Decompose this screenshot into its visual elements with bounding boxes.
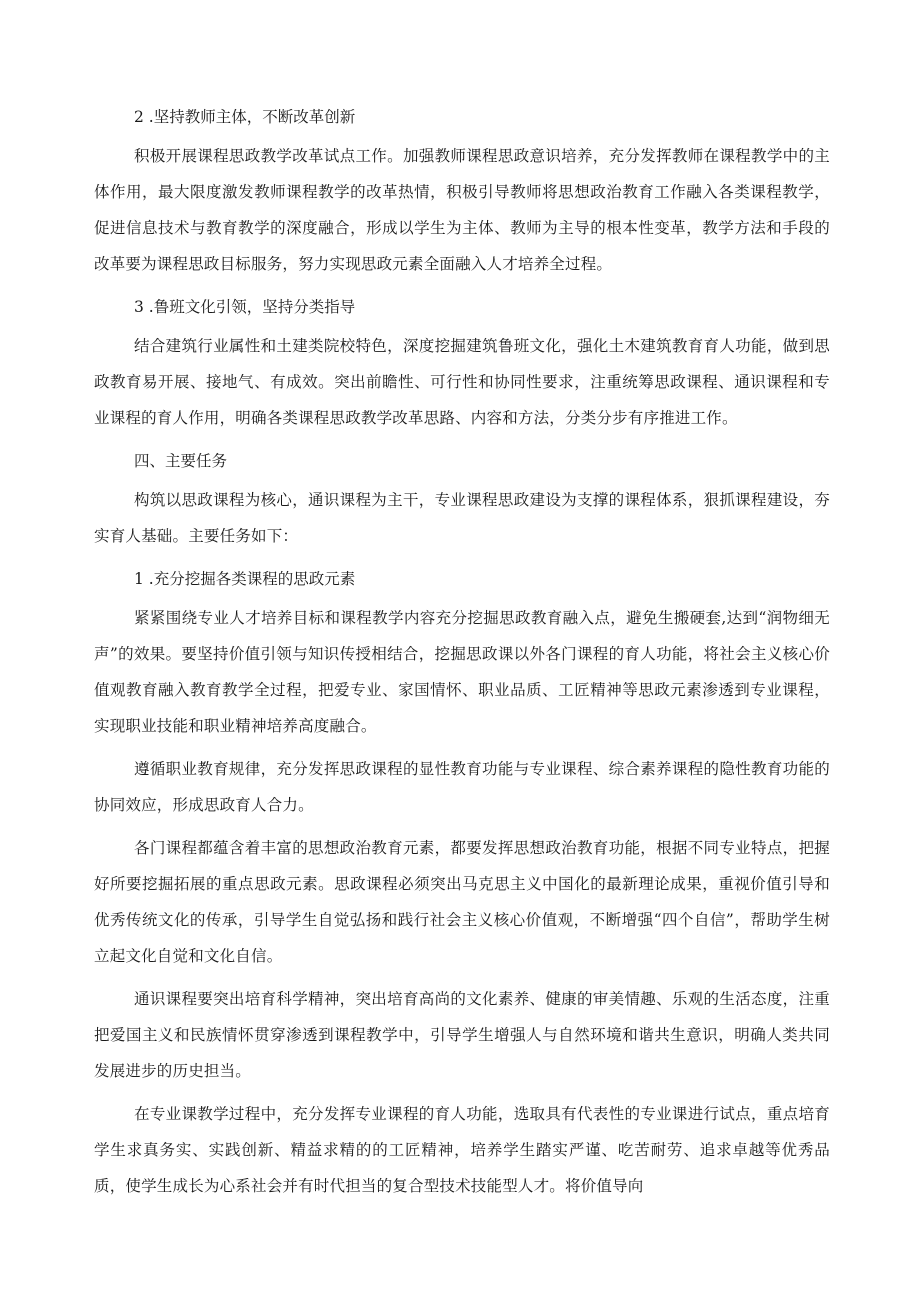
body-paragraph: 各门课程都蕴含着丰富的思想政治教育元素，都要发挥思想政治教育功能，根据不同专业特点，把握好所要挖掘拓展的重点思政元素。思政课程必须突出马克思主义中国化的最新理论成果，重视价值引导和优秀传统文化的传承，引导学生自觉弘扬和践行社会主义核心价值观，不断增强“四个自信”，帮助学生树立起文化自觉和文化自信。 [94, 839, 830, 965]
body-paragraph: 紧紧围绕专业人才培养目标和课程教学内容充分挖掘思政教育融入点，避免生搬硬套,达到“润物细无声”的效果。要坚持价值引领与知识传授相结合，挖掘思政课以外各门课程的育人功能，将社会主义核心价值观教育融入教育教学全过程，把爱专业、家国情怀、职业品质、工匠精神等思政元素渗透到专业课程，实现职业技能和职业精神培养高度融合。 [94, 609, 830, 735]
section-heading: 3 .鲁班文化引领，坚持分类指导 [134, 298, 356, 316]
body-paragraph: 构筑以思政课程为核心，通识课程为主干，专业课程思政建设为支撑的课程体系，狠抓课程建设，夯实育人基础。主要任务如下： [94, 491, 830, 545]
section-heading: 1 .充分挖掘各类课程的思政元素 [134, 570, 356, 588]
section-heading: 2 .坚持教师主体，不断改革创新 [134, 108, 356, 126]
body-paragraph: 结合建筑行业属性和土建类院校特色，深度挖掘建筑鲁班文化，强化土木建筑教育育人功能，做到思政教育易开展、接地气、有成效。突出前瞻性、可行性和协同性要求，注重统筹思政课程、通识课程和专业课程的育人作用，明确各类课程思政教学改革思路、内容和方法，分类分步有序推进工作。 [94, 337, 830, 427]
body-paragraph: 通识课程要突出培育科学精神，突出培育高尚的文化素养、健康的审美情趣、乐观的生活态度，注重把爱国主义和民族情怀贯穿渗透到课程教学中，引导学生增强人与自然环境和谐共生意识，明确人类共同发展进步的历史担当。 [94, 990, 830, 1080]
body-paragraph: 在专业课教学过程中，充分发挥专业课程的育人功能，选取具有代表性的专业课进行试点，重点培育学生求真务实、实践创新、精益求精的的工匠精神，培养学生踏实严谨、吃苦耐劳、追求卓越等优秀品质，使学生成长为心系社会并有时代担当的复合型技术技能型人才。将价值导向 [94, 1105, 830, 1195]
document-body [94, 99, 830, 1211]
body-paragraph: 遵循职业教育规律，充分发挥思政课程的显性教育功能与专业课程、综合素养课程的隐性教育功能的协同效应，形成思政育人合力。 [94, 760, 830, 814]
section-heading: 四、主要任务 [134, 452, 228, 470]
body-paragraph: 积极开展课程思政教学改革试点工作。加强教师课程思政意识培养，充分发挥教师在课程教学中的主体作用，最大限度激发教师课程教学的改革热情，积极引导教师将思想政治教育工作融入各类课程教学，促进信息技术与教育教学的深度融合，形成以学生为主体、教师为主导的根本性变革，教学方法和手段的改革要为课程思政目标服务，努力实现思政元素全面融入人才培养全过程。 [94, 147, 830, 273]
